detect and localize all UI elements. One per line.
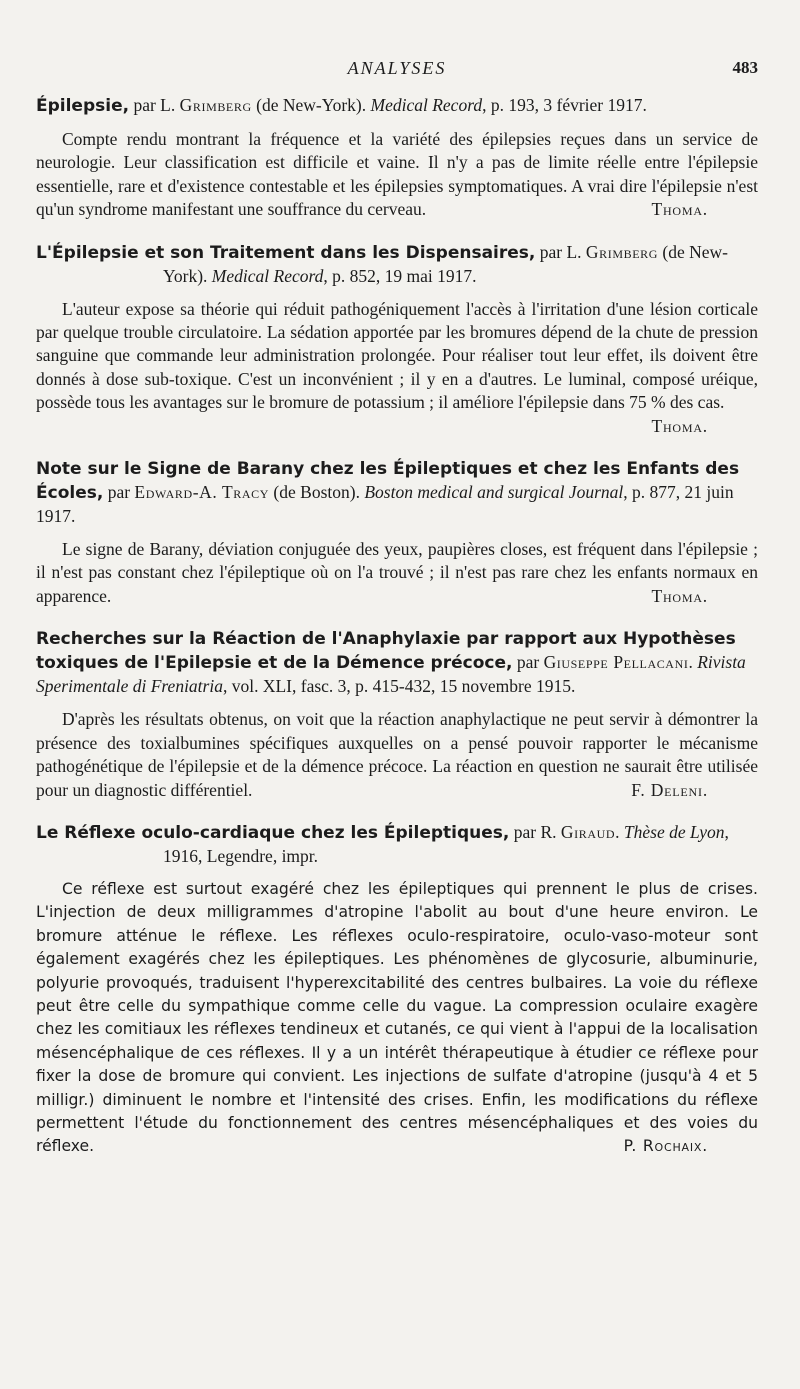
- citation-details: , p. 877, 21 juin 1917.: [36, 482, 734, 527]
- review-summary: [36, 128, 758, 222]
- summary-text: D'après les résultats obtenus, on voit que la réaction anaphylactique ne peut servir à démontrer la présence des toxialbumines spécifiques auxquelles on a pensé pouvoir rapporter le mécanisme pathogénétique de l'épilepsie et de la démence précoce. La réaction en question ne saurait être utilisée pour un diagnostic différentiel.: [36, 709, 758, 800]
- summary-text: Ce réflexe est surtout exagéré chez les épileptiques qui prennent le plus de crises. L'injection de deux milligrammes d'atropine l'abolit au bout d'une heure environ. Le bromure atténue le réflexe. Les réflexes oculo-respiratoire, oculo-vaso-moteur sont également exagérés chez les épileptiques. Les phénomènes de glycosurie, albuminurie, polyurie provoqués, traduisent l'hyperexcitabilité des centres bulbaires. La voie du réflexe peut être celle du sympathique comme celle du vague. La compression oculaire exagère chez les comitiaux les réflexes tendineux et cutanés, ce qui vient à l'appui de la localisation mésencéphalique de ces réflexes. Il y a un intérêt thérapeutique à étudier ce réflexe pour fixer la dose de bromure qui convient. Les injections de sulfate d'atropine (jusqu'à 4 et 5 milligr.) diminuent le nombre et l'intensité des crises. Enfin, les modifications du réflexe permettent l'étude du fonctionnement des centres mésencéphaliques et des voies du réflexe.: [36, 879, 758, 1156]
- review-entry: [36, 241, 758, 438]
- article-title: L'Épilepsie et son Traitement dans les Dispensaires,: [36, 242, 536, 263]
- review-entry: [36, 821, 758, 1159]
- byline-affiliation: (de New-York).: [251, 95, 371, 115]
- citation-details: , vol. XLI, fasc. 3, p. 415-432, 15 novembre 1915.: [222, 676, 576, 697]
- byline-affiliation: (de New-York).: [163, 241, 728, 286]
- review-summary: [36, 708, 758, 802]
- entry-heading: [36, 457, 758, 528]
- review-summary: [36, 538, 758, 608]
- citation-details: , 1916, Legendre, impr.: [163, 821, 729, 866]
- article-title: Note sur le Signe de Barany chez les Épileptiques et chez les Enfants des Écoles,: [36, 459, 740, 504]
- page-number: 483: [732, 58, 758, 77]
- byline-prefix: par: [512, 652, 544, 673]
- running-head: [36, 58, 758, 84]
- article-title: Le Réflexe oculo-cardiaque chez les Épileptiques,: [36, 822, 510, 843]
- entry-heading: [36, 94, 758, 118]
- summary-text: L'auteur expose sa théorie qui réduit pathogéniquement l'accès à l'irritation d'une lésion corticale par quelque trouble circulatoire. La sédation apportée par les bromures dépend de la chute de pression sanguine que commande leur administration prolongée. Pour réaliser tout leur effet, ils doivent être donnés à dose sub-toxique. C'est un inconvénient ; il y en a d'autres. Le luminal, composé uréique, possède tous les avantages sur le bromure de potassium ; il améliore l'épilepsie dans 75 % des cas.: [36, 298, 758, 413]
- citation-details: , p. 852, 19 mai 1917.: [323, 265, 477, 286]
- author-name: Grimberg: [585, 241, 659, 262]
- author-name: Grimberg: [179, 95, 252, 115]
- article-title: Recherches sur la Réaction de l'Anaphylaxie par rapport aux Hypothèses toxiques de l'Epilepsie et de la Démence précoce,: [36, 629, 736, 674]
- review-summary: [36, 298, 758, 436]
- summary-text: Compte rendu montrant la fréquence et la variété des épilepsies reçues dans un service de neurologie. Leur classification est difficile et vaine. Il n'y a pas de limite réelle entre l'épilepsie essentielle, rare et d'existence contestable et les épilepsies symptomatiques. A vrai dire l'épilepsie n'est qu'un syndrome manifestant une souffrance du cerveau.: [36, 129, 758, 220]
- review-summary: [36, 878, 758, 1159]
- journal-name: Boston medical and surgical Journal: [364, 482, 624, 503]
- journal-name: Medical Record: [211, 265, 324, 286]
- journal-name: Medical Record: [370, 95, 483, 115]
- byline-affiliation: .: [688, 652, 698, 673]
- entry-heading: [36, 241, 758, 288]
- entry-heading: [36, 627, 758, 698]
- article-title: Épilepsie,: [36, 96, 130, 116]
- byline-prefix: par L.: [535, 241, 586, 262]
- byline-prefix: par R.: [509, 821, 561, 842]
- review-entry: [36, 94, 758, 222]
- author-name: Giuseppe Pellacani: [543, 652, 689, 673]
- journal-name: Rivista Sperimentale di Freniatria: [36, 652, 746, 697]
- byline-prefix: par L.: [129, 95, 180, 115]
- reviewer-signature: F. Deleni.: [631, 779, 708, 800]
- entry-heading: [36, 821, 758, 868]
- reviewer-signature: Thoma.: [651, 199, 708, 220]
- citation-details: , p. 193, 3 février 1917.: [482, 95, 647, 115]
- reviewer-signature: P. Rochaix.: [623, 1137, 708, 1156]
- author-name: Giraud: [560, 821, 616, 842]
- journal-name: Thèse de Lyon: [623, 821, 725, 842]
- byline-affiliation: (de Boston).: [269, 482, 365, 503]
- running-title: ANALYSES: [347, 58, 447, 78]
- summary-text: Le signe de Barany, déviation conjuguée des yeux, paupières closes, est fréquent dans l'épilepsie ; il n'est pas constant chez l'épileptique où on l'a trouvé ; il n'est pas rare chez les enfants normaux en apparence.: [36, 539, 758, 606]
- reviewer-signature: Thoma.: [651, 585, 708, 606]
- reviewer-signature: Thoma.: [651, 415, 708, 436]
- review-entry: [36, 457, 758, 608]
- byline-affiliation: .: [615, 821, 624, 842]
- byline-prefix: par: [103, 482, 135, 503]
- author-name: Edward-A. Tracy: [134, 482, 270, 503]
- review-entry: [36, 627, 758, 802]
